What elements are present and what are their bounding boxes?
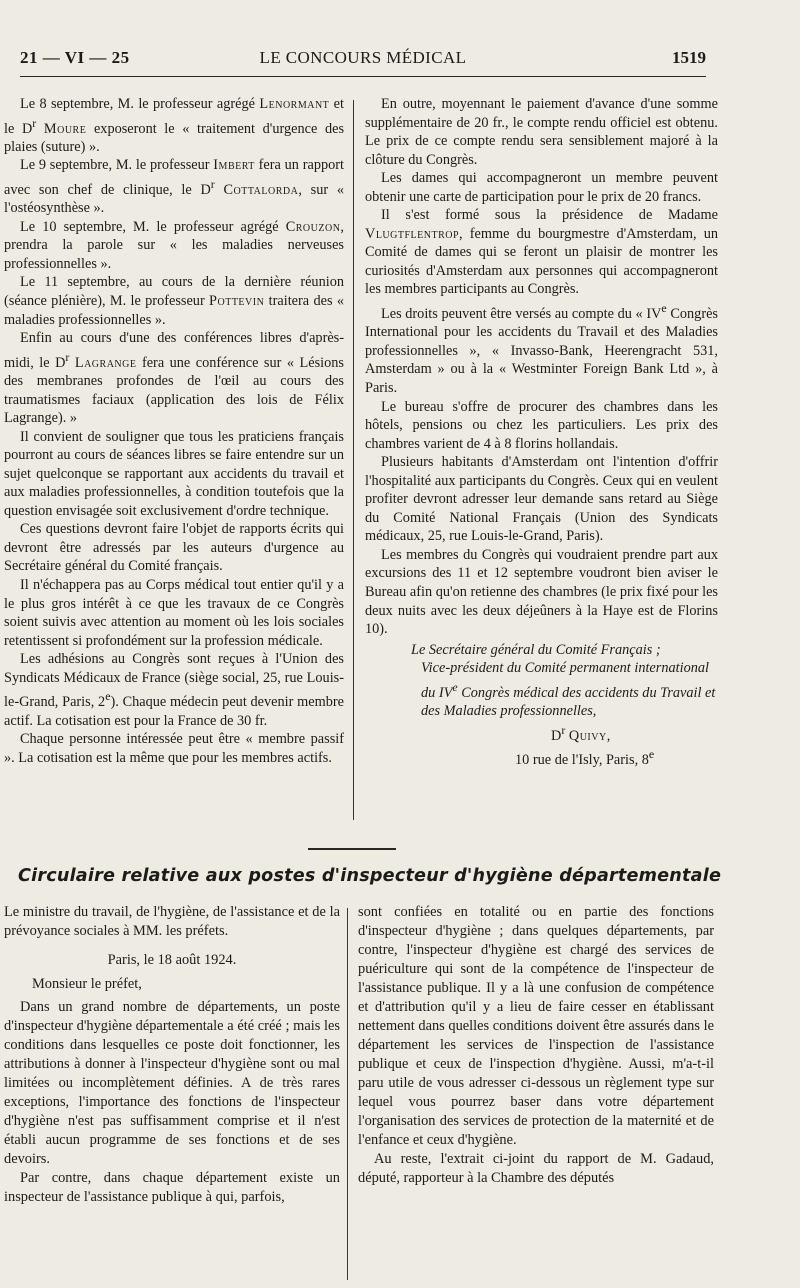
paragraph: Le 8 septembre, M. le professeur agrégé Lenormant et le $D^r$ Moure exposeront le « traitement d'urgence des plaies (suture) ». xyxy=(4,96,345,155)
paragraph: Le 9 septembre, M. le professeur Imbert fera un rapport avec son chef de clinique, le $D^r$ Cottalorda, sur « l'ostéosynthèse ». xyxy=(4,157,344,217)
bottom-left-column xyxy=(4,903,340,1207)
header-page-number: 1519 xyxy=(672,48,706,67)
paragraph: Les dames qui accompagneront un membre peuvent obtenir une carte de participation pour le prix de 20 francs. xyxy=(365,170,718,205)
paragraph: Dans un grand nombre de départements, un poste d'inspecteur d'hygiène départementale a été créé ; mais les conditions dans lesquelles ce poste doit fonctionner, les attributions à donner à l'inspecteur d'hygiène sont ou mal limitées ou incomplètement définies. A de très rares exceptions, l'importance des fonctions de l'inspecteur d'hygiène n'est pas suffisamment comprise et il n'est établi aucun programme de ses fonctions et de ses devoirs. xyxy=(4,999,340,1167)
paragraph: Il s'est formé sous la présidence de Madame Vlugtflentrop, femme du bourgmestre d'Amsterdam, un Comité de dames qui se feront un plaisir de montrer les curiosités d'Amsterdam aux personnes qui accompagneront les membres participants au Congrès. xyxy=(365,207,718,298)
paragraph: Au reste, l'extrait ci-joint du rapport de M. Gadaud, député, rapporteur à la Chambre des députés xyxy=(358,1151,714,1186)
paragraph: Ces questions devront faire l'objet de rapports écrits qui devront être adressés par les auteurs d'urgence au Secrétaire général du Comité français. xyxy=(4,521,344,575)
column-divider xyxy=(353,100,354,820)
dateline: Paris, le 18 août 1924. xyxy=(107,952,237,968)
salutation: Monsieur le préfet, xyxy=(32,976,142,992)
paragraph: Par contre, dans chaque département existe un inspecteur de l'assistance publique à qui, parfois, xyxy=(4,1170,340,1205)
header-rule xyxy=(20,76,706,77)
signature-vice-president-line: Vice-président du Comité permanent international du IVe Congrès médical des accidents du Travail et des Maladies professionnelles, xyxy=(421,660,716,720)
paragraph: Les adhésions au Congrès sont reçues à l'Union des Syndicats Médicaux de France (siège social, 25, rue Louis-le-Grand, Paris, 2e). Chaque médecin peut devenir membre actif. La cotisation est pour la France de 30 fr. xyxy=(4,651,344,729)
column-divider xyxy=(347,908,348,1280)
paragraph: En outre, moyennant le paiement d'avance d'une somme supplémentaire de 20 fr., le compte rendu officiel est obtenu. Le prix de ce compte rendu sera sensiblement majoré à la clôture du Congrès. xyxy=(365,96,718,168)
paragraph: Les membres du Congrès qui voudraient prendre part aux excursions des 11 et 12 septembre voudront bien aviser le Bureau afin qu'on retienne des chambres (le prix fixé pour les deux nuits avec les deux déjeûners à la Haye est de Florins 10). xyxy=(365,546,718,638)
paragraph: Chaque personne intéressée peut être « membre passif ». La cotisation est la même que pour les membres actifs. xyxy=(4,731,344,766)
header-journal-title: LE CONCOURS MÉDICAL xyxy=(259,48,467,67)
section-separator-rule xyxy=(308,848,396,850)
signature-title-line: Le Secrétaire général du Comité Français ; xyxy=(411,641,661,658)
signature-address: 10 rue de l'Isly, Paris, 8e xyxy=(515,746,655,768)
paragraph: Le 10 septembre, M. le professeur agrégé Crouzon, prendra la parole sur « les maladies nerveuses professionnelles ». xyxy=(4,218,344,272)
signature-block xyxy=(365,641,718,770)
bottom-right-column xyxy=(358,903,714,1188)
header-date: 21 — VI — 25 xyxy=(20,48,130,67)
top-left-column xyxy=(4,95,344,767)
top-right-column xyxy=(365,95,718,769)
paragraph: Enfin au cours d'une des conférences libres d'après-midi, le $D^r$ Lagrange fera une conférence sur « Lésions des membranes profondes de l'œil au cours des traumatismes faciaux (application des lois de Félix Lagrange). » xyxy=(4,330,344,427)
paragraph: Plusieurs habitants d'Amsterdam ont l'intention d'offrir l'hospitalité aux participants du Congrès. Ceux qui en veulent profiter devront adresser leur demande sans retard au Siège du Comité National Français (Union des Syndicats médicaux, 25, rue Louis-le-Grand, Paris). xyxy=(365,454,718,545)
paragraph: Les droits peuvent être versés au compte du « IVe Congrès International pour les accidents du Travail et des Maladies professionnelles », « Invasso-Bank, Heerengracht 531, Amsterdam » ou à la « Westminter Foreign Bank Ltd », à Paris. xyxy=(365,301,718,396)
signature-name: $D^r$ Quivy, xyxy=(551,722,611,744)
paragraph: Il convient de souligner que tous les praticiens français pourront au cours de séances libres se faire entendre sur un sujet quelconque se rapportant aux accidents du travail et aux maladies professionnelles, à condition toutefois que la question envisagée soit exclusivement d'ordre technique. xyxy=(4,428,344,519)
page-header xyxy=(20,48,706,74)
paragraph: Le bureau s'offre de procurer des chambres dans les hôtels, pensions ou chez les particuliers. Les prix des chambres varient de 4 à 8 florins hollandais. xyxy=(365,398,718,452)
addressee: Le ministre du travail, de l'hygiène, de l'assistance et de la prévoyance sociales à MM. les préfets. xyxy=(4,904,340,939)
section-title: Circulaire relative aux postes d'inspecteur d'hygiène départementale xyxy=(18,866,722,886)
paragraph: sont confiées en totalité ou en partie des fonctions d'inspecteur d'hygiène ; dans quelques départements, par contre, l'inspecteur d'hygiène est chargé des services de puériculture qui sont de la compétence de l'inspecteur de l'assistance publique. Il y a là une confusion de compétence et d'attribution qu'il y a lieu de faire cesser en établissant nettement dans quelles conditions doivent être assurés dans le département les services de l'inspection de l'assistance publique et ceux de l'inspection d'hygiène. Aussi, m'a-t-il paru utile de vous adresser ci-dessous un règlement type sur lequel vous pourrez baser dans votre département l'organisation des services de protection de la maternité et de l'enfance et ceux d'hygiène. xyxy=(358,904,714,1148)
paragraph: Il n'échappera pas au Corps médical tout entier qu'il y a le plus gros intérêt à ce que les travaux de ce Congrès soient suivis avec attention au moment où les lois sociales retentissent si profondément sur la profession médicale. xyxy=(4,576,344,649)
paragraph: Le 11 septembre, au cours de la dernière réunion (séance plénière), M. le professeur Pottevin traitera des « maladies professionnelles ». xyxy=(4,274,344,328)
